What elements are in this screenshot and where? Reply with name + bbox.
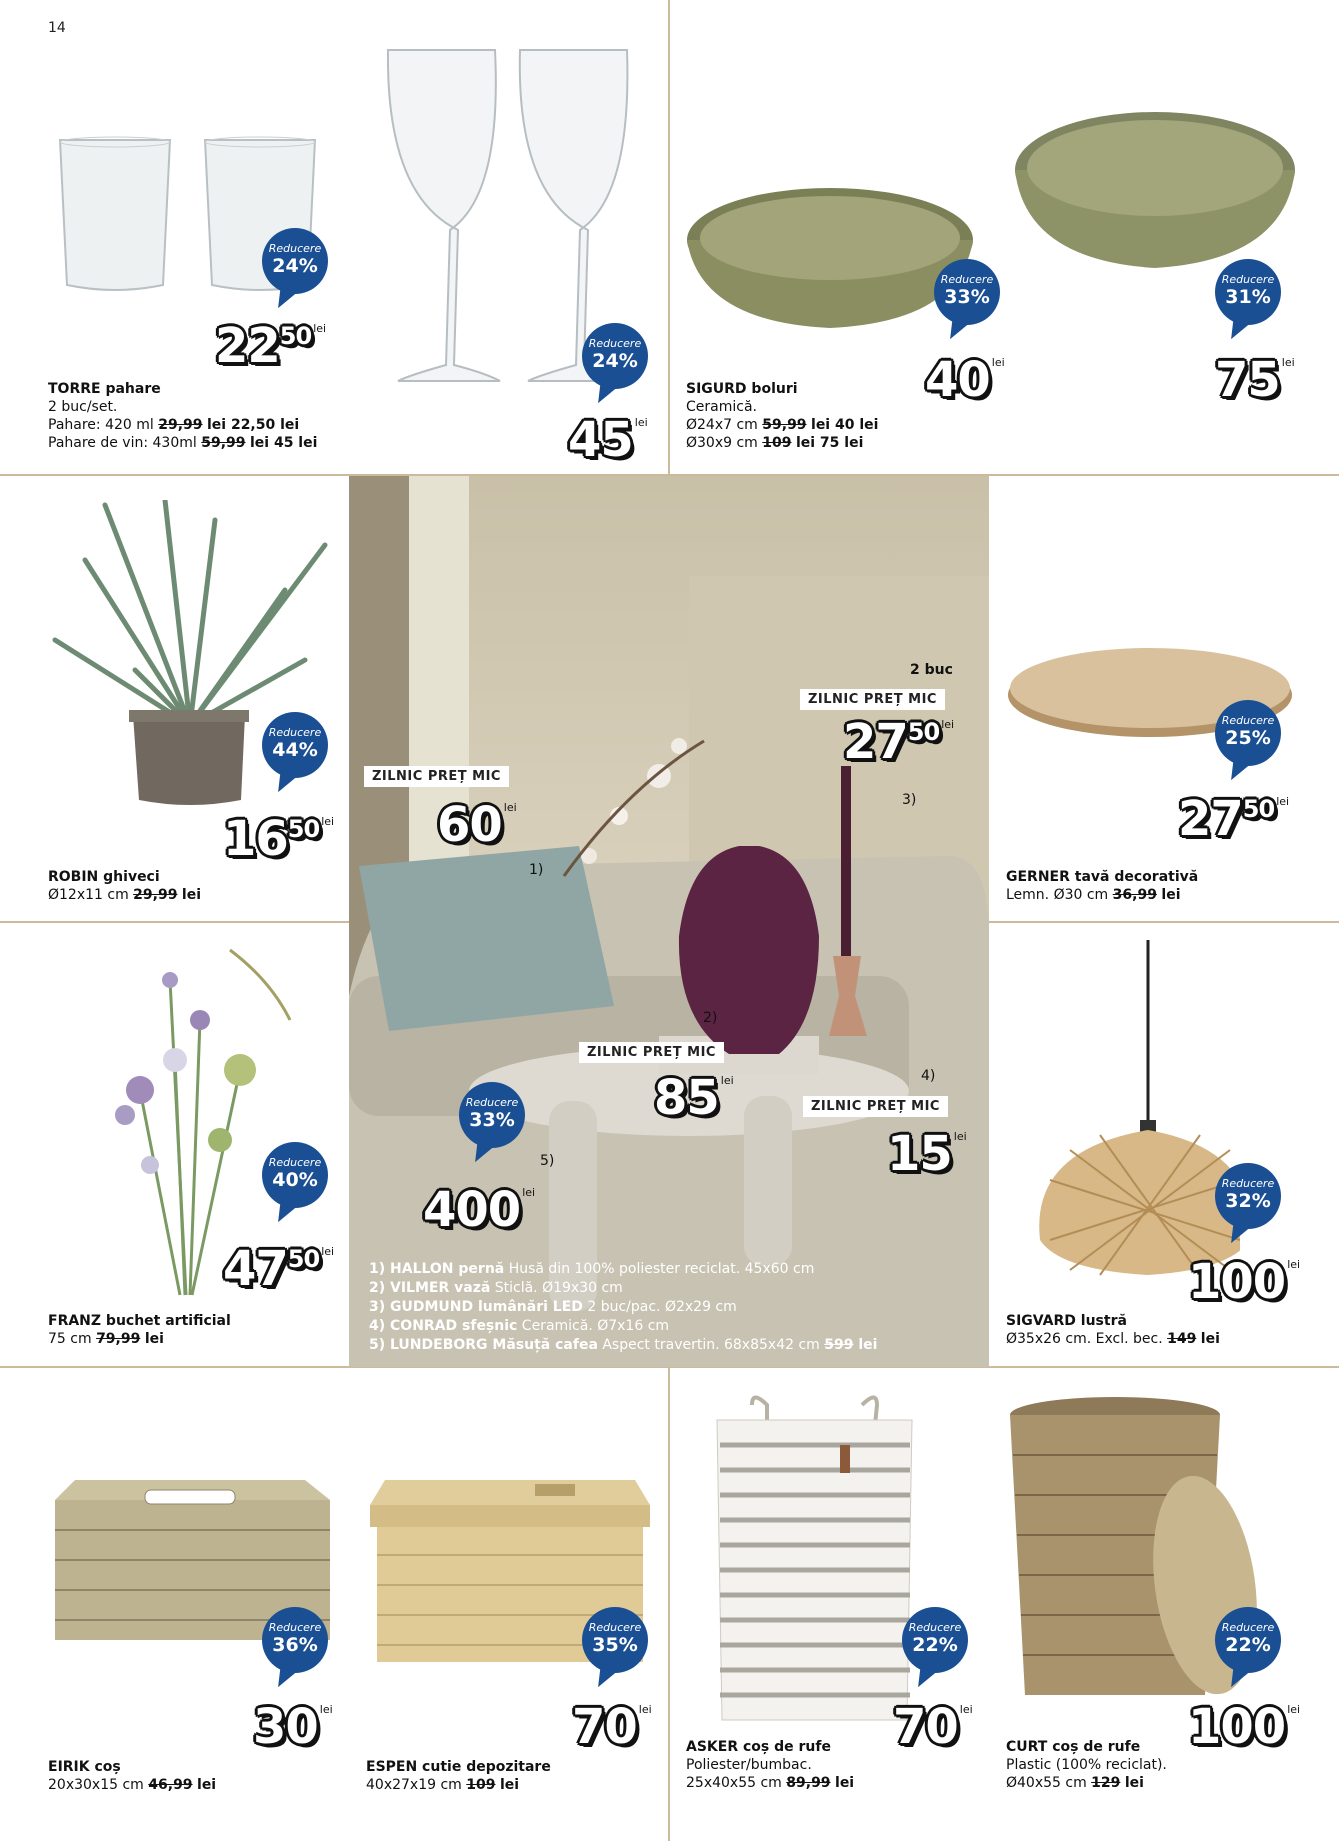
gerner-discount-badge: Reducere 25% [1215, 700, 1281, 766]
eirik-description: EIRIK coș 20x30x15 cm 46,99 lei [48, 1759, 217, 1793]
item-number-4: 4) [921, 1068, 936, 1084]
asker-laundry-bag-image [712, 1395, 922, 1725]
page-number: 14 [48, 20, 66, 36]
sigurd-price-2: 75 $^{lei}$ [1215, 352, 1295, 408]
torre-description: TORRE pahare 2 buc/set. Pahare: 420 ml 29,99 lei 22,50 lei Pahare de vin: 430ml 59,99 lei 45 lei [48, 381, 318, 451]
divider-col-bottom [668, 1366, 670, 1841]
item-number-3: 3) [902, 792, 917, 808]
sigurd-discount-badge-1: Reducere 33% [934, 259, 1000, 325]
asker-discount-badge: Reducere 22% [902, 1607, 968, 1673]
franz-description: FRANZ buchet artificial 75 cm 79,99 lei [48, 1313, 231, 1347]
torre-price-2: 45 $^{lei}$ [568, 412, 648, 468]
espen-description: ESPEN cutie depozitare 40x27x19 cm 109 lei [366, 1759, 551, 1793]
espen-price: 70 $^{lei}$ [572, 1699, 652, 1755]
item-number-5: 5) [540, 1153, 555, 1169]
sigvard-description: SIGVARD lustră Ø35x26 cm. Excl. bec. 149 lei [1006, 1313, 1220, 1347]
room-scene-photo [349, 476, 989, 1367]
zilnic-label-cushion: ZILNIC PREȚ MIC [364, 766, 509, 787]
gerner-description: GERNER tavă decorativă Lemn. Ø30 cm 36,99 lei [1006, 869, 1199, 903]
torre-discount-badge-2: Reducere 24% [582, 323, 648, 389]
franz-discount-badge: Reducere 40% [262, 1142, 328, 1208]
curt-description: CURT coș de rufe Plastic (100% reciclat). Ø40x55 cm 129 lei [1006, 1739, 1167, 1791]
vase-price: 85 $^{lei}$ [654, 1070, 734, 1126]
divider-row-2 [0, 921, 349, 923]
eirik-discount-badge: Reducere 36% [262, 1607, 328, 1673]
sigvard-lamp-image [1030, 940, 1240, 1300]
espen-discount-badge: Reducere 35% [582, 1607, 648, 1673]
item-number-1: 1) [529, 862, 544, 878]
eirik-price: 30 $^{lei}$ [253, 1699, 333, 1755]
sigurd-description: SIGURD boluri Ceramică. Ø24x7 cm 59,99 lei 40 lei Ø30x9 cm 109 lei 75 lei [686, 381, 879, 451]
table-price: 400 $^{lei}$ [423, 1182, 536, 1238]
robin-price: $16^{50}$ $^{lei}$ [223, 811, 335, 867]
asker-price: 70 $^{lei}$ [893, 1699, 973, 1755]
sigurd-discount-badge-2: Reducere 31% [1215, 259, 1281, 325]
candleholder-price: 15 $^{lei}$ [887, 1126, 967, 1182]
curt-price: 100 $^{lei}$ [1188, 1699, 1301, 1755]
sigurd-price-1: 40 $^{lei}$ [925, 352, 1005, 408]
robin-description: ROBIN ghiveci Ø12x11 cm 29,99 lei [48, 869, 202, 903]
robin-discount-badge: Reducere 44% [262, 712, 328, 778]
divider-col-top [668, 0, 670, 474]
franz-price: $47^{50}$ $^{lei}$ [223, 1241, 335, 1297]
gerner-price: $27^{50}$ $^{lei}$ [1178, 791, 1290, 847]
asker-description: ASKER coș de rufe Poliester/bumbac. 25x40x55 cm 89,99 lei [686, 1739, 855, 1791]
torre-price-1: $22^{50}$ $^{lei}$ [215, 318, 327, 374]
torre-discount-badge-1: Reducere 24% [262, 228, 328, 294]
candle-2buc-label: 2 buc [910, 662, 953, 678]
photo-items-list: 1) HALLON pernă Husă din 100% poliester reciclat. 45x60 cm 2) VILMER vază Sticlă. Ø19x30 cm 3) GUDMUND lumânări LED 2 buc/pac. Ø2x29 cm 4) CONRAD sfeșnic Ceramică. Ø7x16 cm 5) LUNDEBORG Măsuță cafea Aspect travertin. 68x85x42 cm 599 lei [369, 1261, 878, 1353]
item-number-2: 2) [703, 1010, 718, 1026]
zilnic-label-vase: ZILNIC PREȚ MIC [579, 1042, 724, 1063]
sigvard-discount-badge: Reducere 32% [1215, 1163, 1281, 1229]
zilnic-label-candleholder: ZILNIC PREȚ MIC [803, 1096, 948, 1117]
sigvard-price: 100 $^{lei}$ [1188, 1254, 1301, 1310]
curt-discount-badge: Reducere 22% [1215, 1607, 1281, 1673]
candle-price: $27^{50}$ $^{lei}$ [843, 714, 955, 770]
divider-row-2b [989, 921, 1339, 923]
table-discount-badge: Reducere 33% [459, 1082, 525, 1148]
zilnic-label-candle: ZILNIC PREȚ MIC [800, 689, 945, 710]
cushion-price: 60 $^{lei}$ [437, 797, 517, 853]
